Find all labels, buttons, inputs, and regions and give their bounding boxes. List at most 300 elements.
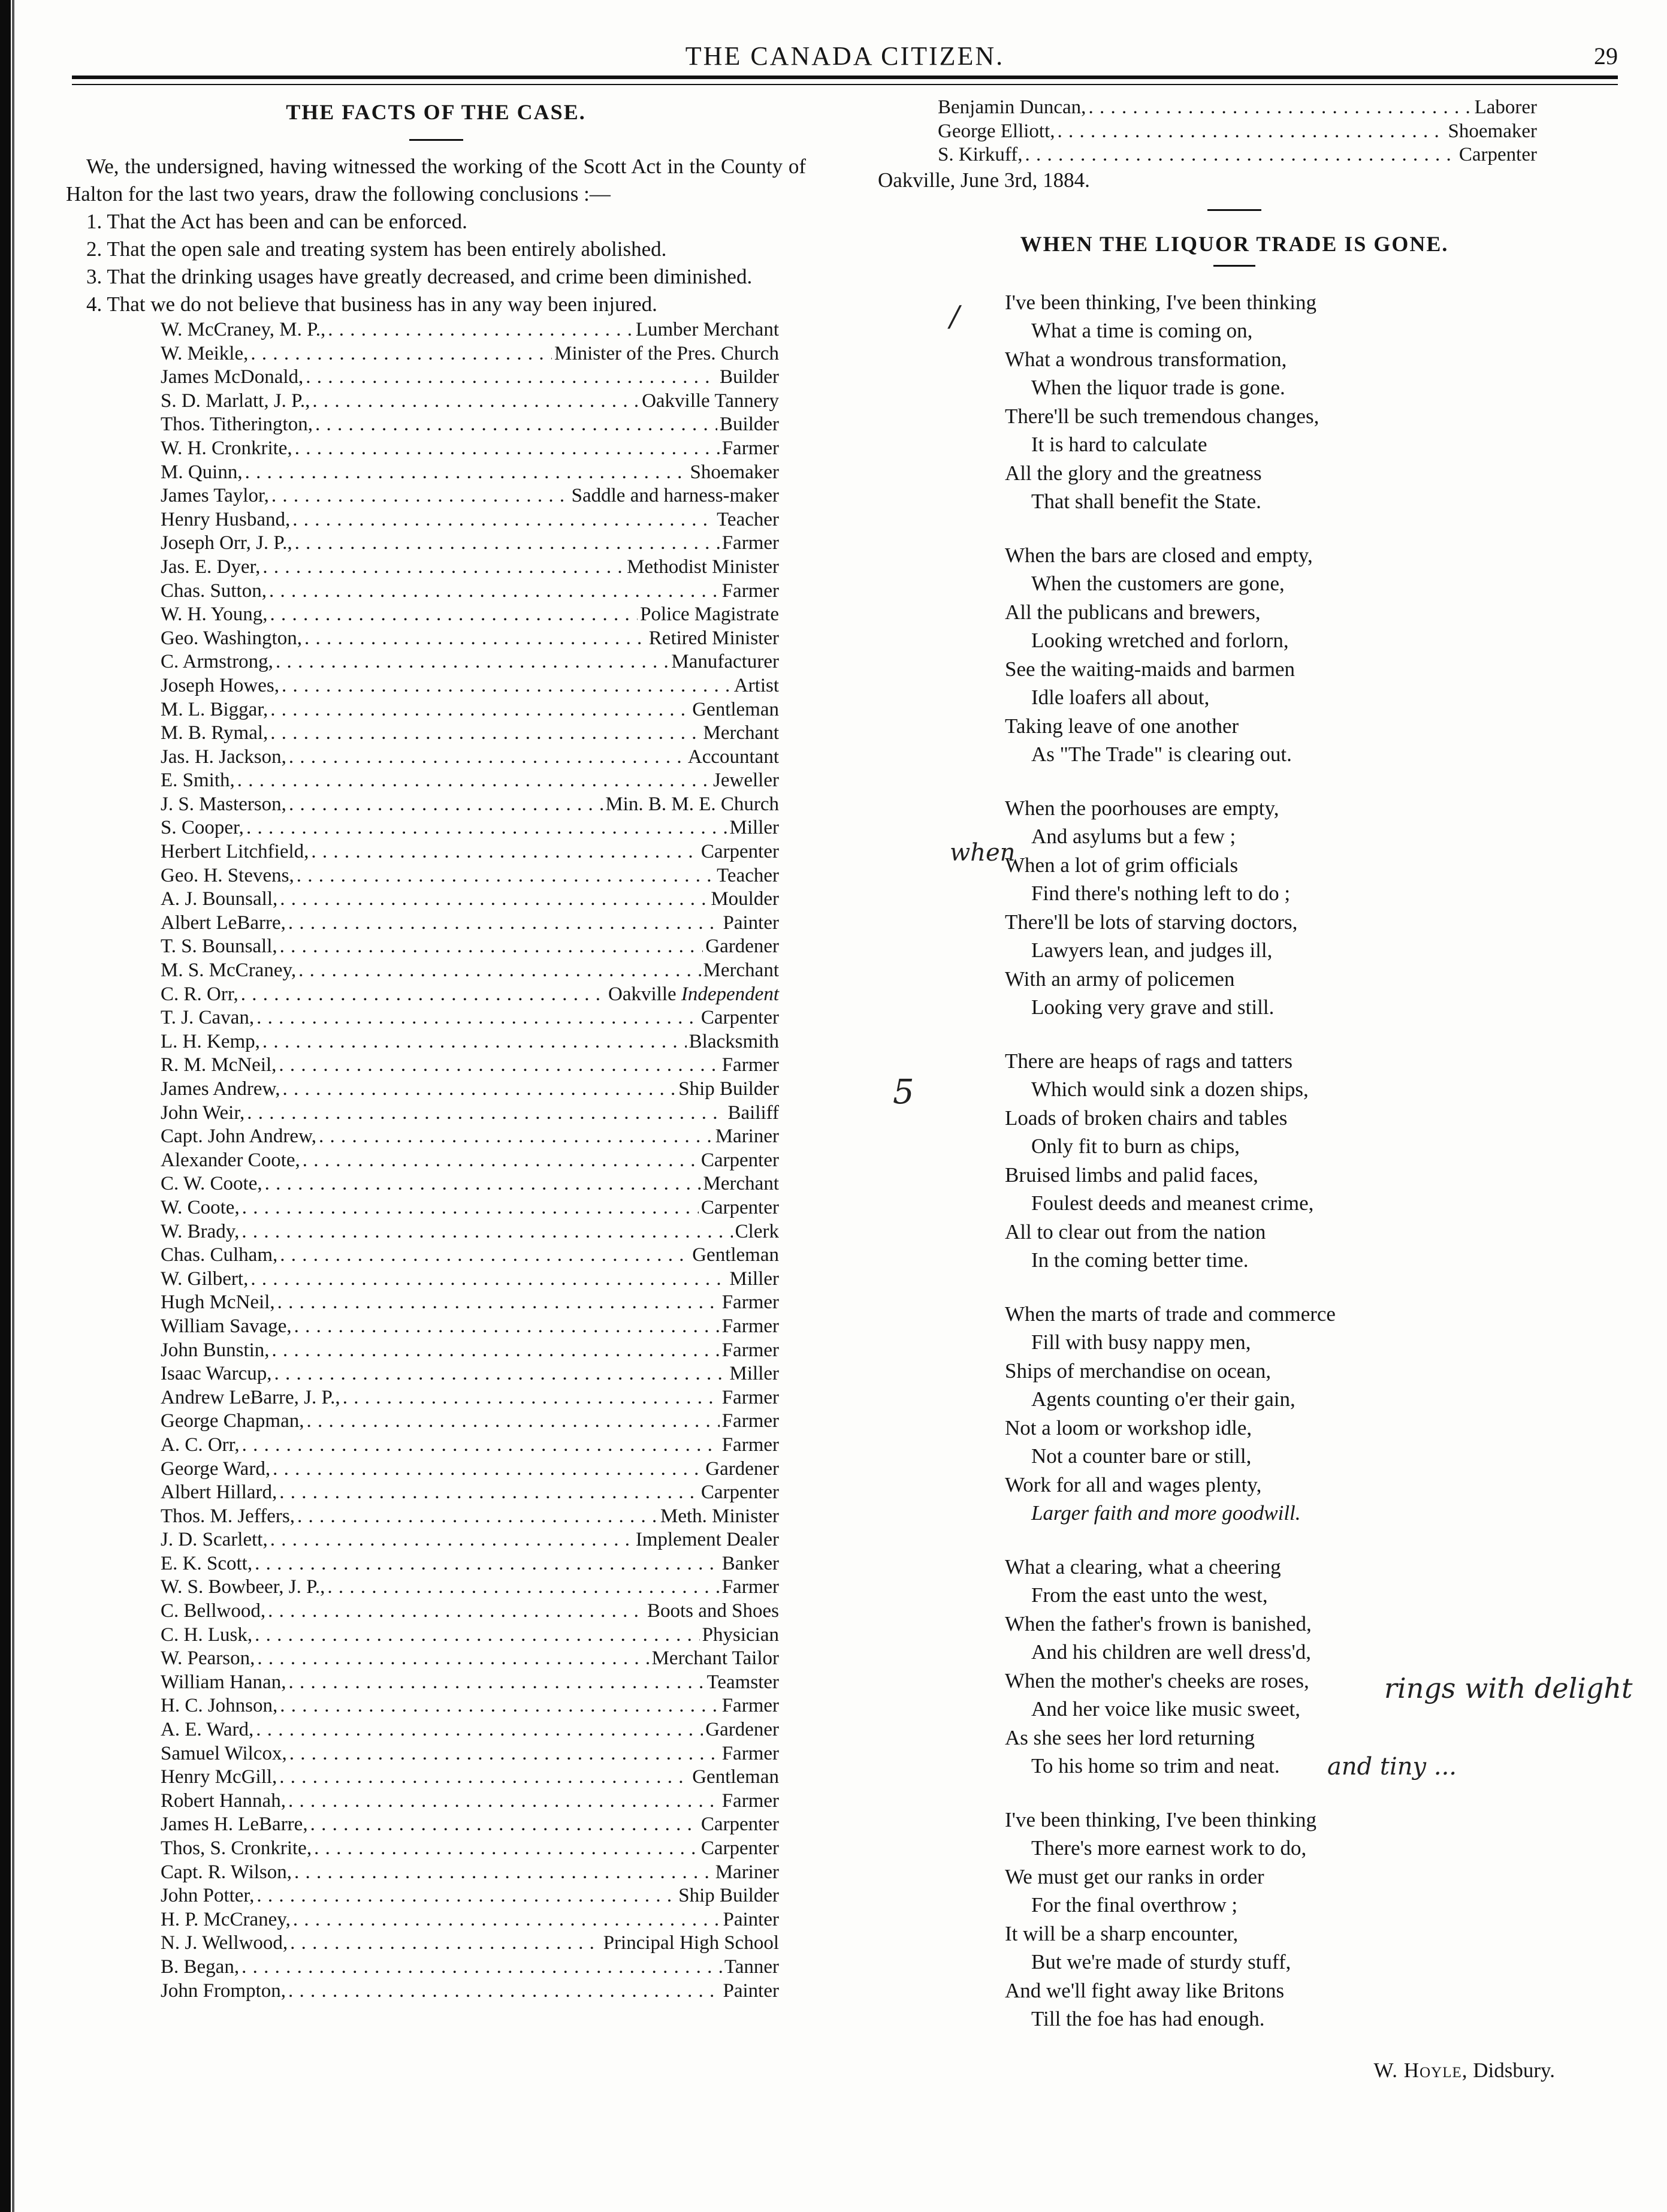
signer-name: Jas. E. Dyer,	[161, 556, 261, 578]
dot-leader	[288, 1979, 720, 2003]
dot-leader	[298, 959, 700, 983]
poem-line: Not a loom or workshop idle,	[1005, 1416, 1252, 1440]
signer-row	[161, 627, 779, 651]
signer-occupation	[701, 1006, 779, 1030]
occupation-text: Builder	[720, 414, 779, 436]
signer-row	[161, 674, 779, 698]
occupation-text: Saddle and harness-maker	[571, 485, 779, 507]
signer-row	[161, 1434, 779, 1457]
page-spine-shadow	[12, 0, 14, 2212]
signer-row	[161, 1054, 779, 1078]
occupation-text: Lumber Merchant	[635, 319, 779, 340]
poem-line: Only fit to burn as chips,	[1031, 1134, 1240, 1158]
signer-occupation	[671, 650, 779, 674]
dot-leader	[280, 935, 703, 959]
signer-occupation	[647, 1600, 779, 1623]
signer-name: E. K. Scott,	[161, 1552, 253, 1574]
signer-occupation	[717, 508, 779, 532]
dot-leader	[279, 1766, 690, 1789]
signer-name: Henry Husband,	[161, 508, 291, 530]
signer-name: Herbert Litchfield,	[161, 841, 309, 863]
signer-name: Geo. H. Stevens,	[161, 864, 294, 886]
signer-row	[161, 1125, 779, 1149]
signer-name: William Hanan,	[161, 1671, 286, 1693]
signer-row	[161, 722, 779, 746]
poem-line: There'll be such tremendous changes,	[1005, 404, 1319, 428]
occupation-text: Painter	[723, 912, 779, 934]
signer-row	[161, 1718, 779, 1742]
signer-occupation	[723, 1908, 779, 1932]
occupation-text: Farmer	[721, 437, 779, 459]
signer-name: N. J. Wellwood,	[161, 1932, 288, 1954]
occupation-text: Miller	[729, 1268, 779, 1290]
occupation-text: Retired Minister	[648, 627, 779, 649]
signer-name: Thos. M. Jeffers,	[161, 1505, 295, 1527]
dot-leader	[250, 342, 552, 366]
dot-leader	[246, 816, 727, 840]
dot-leader	[276, 650, 669, 674]
occupation-text: Meth. Minister	[660, 1505, 779, 1527]
signer-row	[161, 840, 779, 864]
author-name: W. Hoyle,	[1373, 2058, 1468, 2082]
signer-row	[161, 580, 779, 603]
signer-row	[161, 935, 779, 959]
dot-leader	[256, 1718, 703, 1742]
signer-row	[161, 1837, 779, 1861]
signer-occupation	[722, 1410, 779, 1434]
poem-line: Looking wretched and forlorn,	[1031, 629, 1289, 653]
signer-name: Jas. H. Jackson,	[161, 746, 286, 768]
dot-leader	[242, 1434, 720, 1457]
right-column	[878, 96, 1591, 2083]
occupation-text: Ship Builder	[678, 1885, 779, 1907]
occupation-text: Minister of the Pres. Church	[554, 342, 779, 364]
signer-name: H. P. McCraney,	[161, 1908, 291, 1930]
signer-row	[161, 556, 779, 580]
occupation-text: Builder	[720, 366, 779, 388]
conclusion-item: 3. That the drinking usages have greatly decreased, and crime been diminished.	[86, 265, 753, 288]
newspaper-title: THE CANADA CITIZEN.	[685, 41, 1005, 71]
poem-line: Not a counter bare or still,	[1031, 1444, 1252, 1468]
signer-name: George Chapman,	[161, 1410, 304, 1432]
signer-row	[161, 1172, 779, 1196]
signer-row	[161, 816, 779, 840]
poem-line: In the coming better time.	[1031, 1248, 1249, 1272]
poem-line: What a time is coming on,	[1031, 319, 1253, 343]
signer-name: M. B. Rymal,	[161, 722, 268, 744]
occupation-text: Farmer	[721, 1695, 779, 1717]
signer-occupation	[701, 840, 779, 864]
signer-name: C. H. Lusk,	[161, 1623, 253, 1646]
signer-name: Henry McGill,	[161, 1766, 277, 1788]
poem-line: As "The Trade" is clearing out.	[1031, 743, 1292, 766]
occupation-text: Teacher	[717, 508, 779, 530]
signer-name: B. Began,	[161, 1956, 240, 1978]
signer-name: A. C. Orr,	[161, 1434, 240, 1456]
occupation-text: Farmer	[721, 1742, 779, 1764]
signer-name: M. L. Biggar,	[161, 698, 268, 720]
occupation-text: Min. B. M. E. Church	[605, 793, 779, 815]
signer-occupation	[723, 912, 779, 936]
signer-name: W. S. Bowbeer, J. P.,	[161, 1576, 325, 1598]
signer-name: C. W. Coote,	[161, 1173, 262, 1195]
signer-row	[161, 1078, 779, 1102]
signer-row	[161, 1979, 779, 2003]
dot-leader	[270, 722, 700, 746]
signer-occupation	[722, 437, 779, 461]
dot-leader	[268, 1600, 645, 1623]
author-place: Didsbury.	[1473, 2058, 1555, 2082]
signer-row	[161, 1766, 779, 1789]
signer-occupation	[722, 1576, 779, 1600]
poem-line: And his children are well dress'd,	[1031, 1640, 1312, 1664]
dot-leader	[288, 912, 721, 936]
poem-line: All to clear out from the nation	[1005, 1220, 1266, 1244]
signer-name: James H. LeBarre,	[161, 1813, 308, 1836]
occupation-text: Miller	[729, 817, 779, 839]
conclusion-item: 4. That we do not believe that business has in any way been injured.	[86, 292, 657, 316]
signer-occupation	[689, 1030, 779, 1054]
signers-list	[161, 318, 779, 2003]
signer-name: W. Brady,	[161, 1220, 240, 1242]
occupation-text: Tanner	[724, 1956, 779, 1978]
signer-occupation	[715, 1125, 779, 1149]
dot-leader	[280, 1694, 719, 1718]
dot-leader	[288, 1789, 720, 1813]
signer-row	[161, 912, 779, 936]
dot-leader	[314, 1837, 699, 1861]
signer-occupation	[692, 1244, 779, 1268]
page-header	[72, 37, 1618, 80]
dot-leader	[247, 1102, 725, 1125]
handwritten-numeral: 5	[893, 1073, 914, 1112]
poem-line: When the bars are closed and empty,	[1005, 543, 1313, 567]
signer-name: Isaac Warcup,	[161, 1363, 272, 1385]
signer-name: Thos, S. Cronkrite,	[161, 1837, 312, 1859]
signer-row	[161, 342, 779, 366]
dot-leader	[297, 864, 714, 888]
signer-row	[161, 1600, 779, 1623]
dot-leader	[303, 1149, 699, 1173]
poem-signature	[878, 2059, 1591, 2083]
occupation-text: Ship Builder	[678, 1078, 779, 1100]
poem-stanza	[1005, 1806, 1591, 2033]
signer-row	[161, 532, 779, 556]
signer-name: A. E. Ward,	[161, 1719, 254, 1741]
handwritten-note: when	[950, 839, 1016, 867]
signer-row	[161, 484, 779, 508]
poem-line: What a clearing, what a cheering	[1005, 1555, 1281, 1579]
signer-row	[161, 366, 779, 390]
poem-line: There are heaps of rags and tatters	[1005, 1049, 1293, 1073]
dot-leader	[297, 1505, 658, 1529]
signer-name: George Elliott,	[938, 120, 1055, 142]
signer-occupation	[692, 1766, 779, 1789]
signer-occupation	[692, 698, 779, 722]
occupation-text: Merchant Tailor	[651, 1647, 779, 1670]
occupation-text: Gardener	[705, 1457, 779, 1480]
dot-leader	[269, 580, 720, 603]
poem-line: There'll be lots of starving doctors,	[1005, 910, 1298, 934]
handwritten-mark: /	[950, 300, 960, 333]
signer-row	[161, 437, 779, 461]
signer-occupation	[705, 1457, 779, 1481]
poem-stanza	[1005, 794, 1591, 1022]
occupation-italic: Independent	[681, 983, 779, 1005]
poem-line: For the final overthrow ;	[1031, 1893, 1238, 1917]
poem-line: All the glory and the greatness	[1005, 461, 1262, 485]
signer-occupation	[1475, 96, 1537, 120]
page-number: 29	[1594, 43, 1618, 70]
dot-leader	[242, 1196, 699, 1220]
signer-row	[161, 1006, 779, 1030]
section-divider	[1207, 209, 1261, 211]
dot-leader	[255, 1623, 700, 1647]
signer-name: James McDonald,	[161, 366, 304, 388]
signer-name: M. Quinn,	[161, 461, 243, 483]
signer-name: Samuel Wilcox,	[161, 1742, 287, 1764]
signer-row	[161, 1291, 779, 1315]
poem-line: We must get our ranks in order	[1005, 1864, 1264, 1888]
signer-occupation	[652, 1647, 779, 1671]
signer-occupation	[554, 342, 779, 366]
signer-occupation	[705, 935, 779, 959]
signer-name: Thos. Titherington,	[161, 414, 313, 436]
signer-name: S. Kirkuff,	[938, 144, 1023, 166]
signer-occupation	[636, 318, 779, 342]
dot-leader	[265, 1172, 701, 1196]
poem-line: See the waiting-maids and barmen	[1005, 657, 1295, 681]
signer-name: W. Pearson,	[161, 1647, 255, 1670]
occupation-text: Manufacturer	[671, 651, 779, 673]
signer-occupation	[720, 413, 779, 437]
signer-row	[161, 1694, 779, 1718]
signer-occupation	[713, 769, 779, 793]
poem-stanza	[1005, 1047, 1591, 1275]
dot-leader	[295, 532, 720, 556]
handwritten-note: rings with delight	[1384, 1672, 1633, 1704]
signer-name: James Taylor,	[161, 485, 269, 507]
occupation-text: Painter	[723, 1908, 779, 1930]
occupation-text: Accountant	[687, 746, 779, 768]
signer-row	[161, 746, 779, 769]
poem-line: As she sees her lord returning	[1005, 1725, 1255, 1749]
dot-leader	[270, 1528, 633, 1552]
signer-row	[161, 1268, 779, 1291]
occupation-text: Gentleman	[692, 1244, 779, 1266]
poem-line: And her voice like music sweet,	[1031, 1697, 1301, 1721]
signer-occupation	[722, 1291, 779, 1315]
page-spine-edge	[0, 0, 11, 2212]
signer-name: T. S. Bounsall,	[161, 936, 277, 958]
occupation-text: Mariner	[715, 1861, 779, 1883]
signer-row	[161, 1102, 779, 1125]
signer-name: Albert Hillard,	[161, 1481, 277, 1504]
dot-leader	[257, 1647, 649, 1671]
signer-name: William Savage,	[161, 1315, 292, 1337]
signer-row	[161, 1244, 779, 1268]
signer-occupation	[734, 674, 779, 698]
dot-leader	[245, 461, 688, 485]
title-rule	[409, 139, 463, 141]
signer-row	[161, 1813, 779, 1837]
dot-leader	[1058, 120, 1446, 144]
occupation-text: Laborer	[1474, 96, 1537, 118]
dot-leader	[241, 1956, 722, 1979]
signer-row	[161, 1908, 779, 1932]
dot-leader	[270, 603, 638, 627]
dot-leader	[295, 437, 720, 461]
signer-name: S. D. Marlatt, J. P.,	[161, 390, 310, 412]
signer-name: W. Coote,	[161, 1196, 240, 1218]
signer-occupation	[603, 1932, 779, 1956]
signer-occupation	[642, 390, 779, 414]
poem-stanza	[1005, 1300, 1591, 1528]
dot-leader	[289, 1742, 720, 1766]
occupation-text: Farmer	[721, 1576, 779, 1598]
poem-line: Find there's nothing left to do ;	[1031, 882, 1291, 906]
signer-occupation	[727, 1102, 779, 1125]
occupation-text: Farmer	[721, 1434, 779, 1456]
signer-occupation	[640, 603, 779, 627]
signer-occupation	[649, 627, 779, 651]
signer-name: M. S. McCraney,	[161, 959, 297, 982]
dot-leader	[262, 1030, 687, 1054]
signer-row	[161, 1528, 779, 1552]
signer-occupation	[717, 864, 779, 888]
signer-row	[161, 1956, 779, 1979]
signer-occupation	[627, 556, 779, 580]
poem-line: All the publicans and brewers,	[1005, 600, 1261, 624]
occupation-text: Implement Dealer	[635, 1529, 779, 1551]
occupation-text: Blacksmith	[688, 1030, 779, 1052]
signer-occupation	[720, 366, 779, 390]
dot-leader	[315, 413, 717, 437]
occupation-text: Carpenter	[700, 1196, 779, 1218]
occupation-text: Physician	[702, 1623, 779, 1646]
occupation-text: Farmer	[721, 1315, 779, 1337]
poem-line: That shall benefit the State.	[1031, 490, 1261, 514]
signer-row	[161, 1623, 779, 1647]
signer-row	[161, 1362, 779, 1386]
poem-line: When the mother's cheeks are roses,	[1005, 1668, 1309, 1692]
dot-leader	[277, 1291, 720, 1315]
signer-row	[938, 96, 1537, 120]
dot-leader	[294, 1315, 720, 1339]
signer-occupation	[722, 1054, 779, 1078]
occupation-text: Boots and Shoes	[647, 1600, 779, 1622]
dot-leader	[306, 366, 717, 390]
signer-row	[161, 983, 779, 1007]
signer-row	[161, 1671, 779, 1695]
signer-occupation	[572, 484, 779, 508]
signer-name: Geo. Washington,	[161, 627, 302, 649]
signer-occupation	[701, 1149, 779, 1173]
occupation-text: Farmer	[721, 1410, 779, 1432]
poem-title-rule	[1213, 265, 1255, 267]
signer-row	[161, 1220, 779, 1244]
signer-occupation	[605, 793, 779, 817]
dot-leader	[271, 484, 569, 508]
dot-leader	[250, 1268, 727, 1291]
signer-name: Chas. Culham,	[161, 1244, 278, 1266]
signer-row	[161, 603, 779, 627]
signer-name: W. H. Young,	[161, 603, 268, 626]
signer-name: L. H. Kemp,	[161, 1030, 260, 1052]
occupation-text: Gardener	[705, 1719, 779, 1741]
handwritten-note: and tiny ...	[1327, 1753, 1457, 1781]
signer-row	[161, 461, 779, 485]
signer-occupation	[715, 1861, 779, 1885]
poem-title: WHEN THE LIQUOR TRADE IS GONE.	[1020, 231, 1449, 256]
signer-name: R. M. McNeil,	[161, 1054, 277, 1076]
signer-name: John Bunstin,	[161, 1339, 270, 1361]
signer-row	[161, 1339, 779, 1363]
occupation-text: Carpenter	[700, 841, 779, 863]
signer-row	[161, 1030, 779, 1054]
occupation-text: Merchant	[703, 959, 779, 982]
occupation-text: Gentleman	[692, 698, 779, 720]
signer-occupation	[660, 1505, 779, 1529]
header-rule-thick	[72, 76, 1618, 79]
poem-line: When the poorhouses are empty,	[1005, 796, 1279, 820]
signer-row	[161, 650, 779, 674]
poem-line: It will be a sharp encounter,	[1005, 1921, 1239, 1945]
occupation-text: Painter	[723, 1979, 779, 2002]
occupation-text: Farmer	[721, 1386, 779, 1408]
signer-name: W. McCraney, M. P.,	[161, 319, 326, 340]
signer-row	[161, 1410, 779, 1434]
signer-occupation	[723, 1979, 779, 2003]
signer-name: H. C. Johnson,	[161, 1695, 278, 1717]
signer-row	[161, 1647, 779, 1671]
signer-row	[161, 1315, 779, 1339]
dot-leader	[319, 1125, 713, 1149]
occupation-text: Bailiff	[727, 1102, 779, 1124]
occupation-text: Farmer	[721, 1291, 779, 1314]
signer-name: Alexander Coote,	[161, 1149, 300, 1171]
signers-list-continued	[938, 96, 1537, 167]
occupation-text: Farmer	[721, 1339, 779, 1361]
signer-row	[938, 143, 1537, 167]
signer-row	[938, 120, 1537, 144]
occupation-text: Artist	[733, 674, 779, 696]
signer-name: Chas. Sutton,	[161, 580, 267, 602]
poem-line: Idle loafers all about,	[1031, 686, 1210, 710]
dot-leader	[270, 698, 690, 722]
dot-leader	[274, 1362, 727, 1386]
occupation-text: Teacher	[717, 864, 779, 886]
section-title: THE FACTS OF THE CASE.	[286, 100, 586, 124]
signer-row	[161, 959, 779, 983]
place-and-date: Oakville, June 3rd, 1884.	[878, 168, 1090, 192]
occupation-text: Police Magistrate	[640, 603, 779, 626]
signer-occupation	[1448, 120, 1537, 144]
dot-leader	[273, 1457, 703, 1481]
signer-name: Joseph Orr, J. P.,	[161, 532, 292, 554]
signer-name: C. Armstrong,	[161, 651, 273, 673]
signer-row	[161, 1789, 779, 1813]
dot-leader	[272, 1339, 720, 1363]
signer-occupation	[1459, 143, 1537, 167]
poem-line: Looking very grave and still.	[1031, 995, 1275, 1019]
signer-name: John Weir,	[161, 1102, 245, 1124]
dot-leader	[288, 1671, 704, 1695]
dot-leader	[282, 674, 732, 698]
signer-name: Hugh McNeil,	[161, 1291, 275, 1314]
poem-line: Fill with busy nappy men,	[1031, 1330, 1251, 1354]
poem-line: There's more earnest work to do,	[1031, 1836, 1307, 1860]
